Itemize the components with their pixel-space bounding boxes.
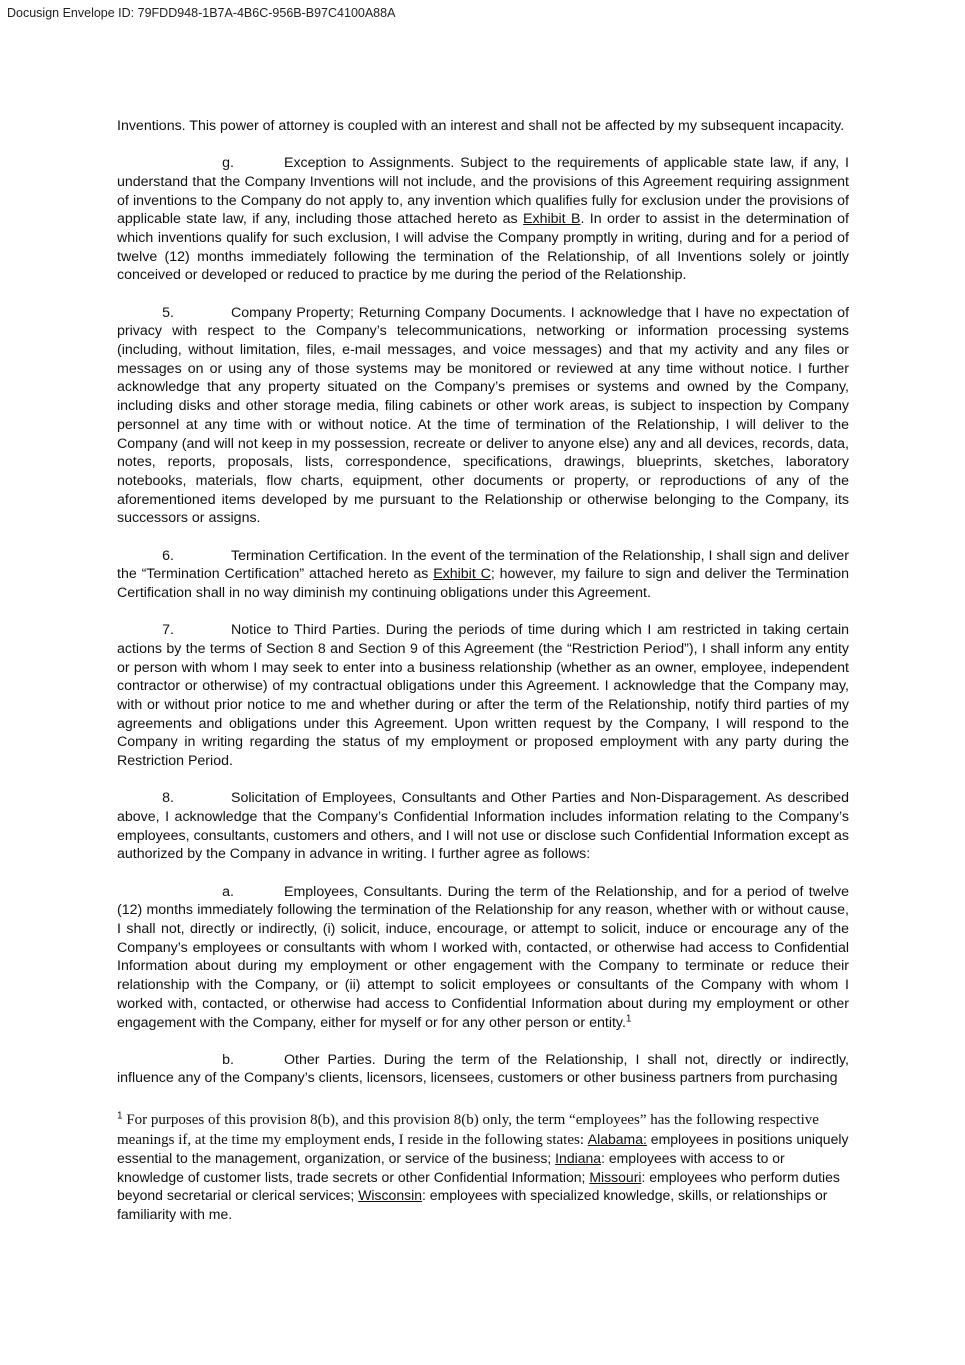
section-label: g. <box>222 155 234 172</box>
section-heading: Other Parties. <box>284 1051 376 1068</box>
section-heading: Solicitation of Employees, Consultants and Other Parties and Non-Disparagement. <box>231 790 762 807</box>
section-label: b. <box>222 1051 234 1068</box>
state-alabama: Alabama: <box>587 1130 647 1147</box>
footnote-text: : employees who perform duties beyond secretarial or clerical services; <box>117 1168 840 1204</box>
section-label: 8. <box>162 790 174 807</box>
section-heading: Notice to Third Parties. <box>231 622 381 639</box>
state-missouri: Missouri <box>589 1168 642 1185</box>
section-label: a. <box>222 883 234 900</box>
section-text: As described above, I acknowledge that the Company’s Confidential Information includes information relating to the Company’s employees, consultants, customers and others, and I will not use or disclose such Confidential Information except as authorized by the Company in advance in writing. I further agree as follows: <box>117 790 849 863</box>
state-indiana: Indiana <box>555 1150 602 1167</box>
section-label: 6. <box>162 547 174 564</box>
section-8-solicitation <box>117 789 849 864</box>
footnote-text: employees in positions uniquely essential to the management, organization, or service of the business; <box>117 1130 849 1167</box>
section-text: In the event of the termination of the Relationship, I shall sign and deliver the “Termination Certification” attached hereto as <box>117 547 850 583</box>
section-g-exception <box>117 154 849 285</box>
footnote-ref[interactable]: 1 <box>625 1012 632 1024</box>
state-wisconsin: Wisconsin <box>358 1187 423 1204</box>
section-5-company-property <box>117 304 849 528</box>
section-text: I acknowledge that I have no expectation of privacy with respect to the Company’s telecommunications, networking or information processing systems (including, without limitation, files, e-mail messages, and voice messages) and that my activity and any files or messages on or using any of those systems may be monitored or reviewed at any time without notice. I further acknowledge that any property situated on the Company’s premises or systems and owned by the Company, including disks and other storage media, filing cabinets or other work areas, is subject to inspection by Company personnel at any time with or without notice. At the time of termination of the Relationship, I will deliver to the Company (and will not keep in my possession, recreate or deliver to anyone else) any and all devices, records, data, notes, reports, proposals, lists, correspondence, specifications, drawings, blueprints, sketches, laboratory notebooks, materials, flow charts, equipment, other documents or property, or reproductions of any of the aforementioned items developed by me pursuant to the Relationship or otherwise belonging to the Company, its successors or assigns. <box>117 304 850 527</box>
section-heading: Employees, Consultants. <box>284 883 443 900</box>
section-heading: Company Property; Returning Company Documents. <box>231 304 567 321</box>
footnote-text: : employees with access to or knowledge of customer lists, trade secrets or other Confidential Information; <box>117 1150 785 1185</box>
paragraph-power-of-attorney: Inventions. This power of attorney is coupled with an interest and shall not be affected by my subsequent incapacity. <box>117 118 845 134</box>
footnote <box>117 1110 849 1223</box>
section-8b-other-parties <box>117 1051 849 1088</box>
section-7-notice <box>117 621 849 771</box>
section-8a-employees <box>117 883 849 1033</box>
section-heading: Exception to Assignments. <box>284 155 455 172</box>
section-text: . In order to assist in the determination of which inventions qualify for such exclusion, I will advise the Company promptly in writing, during and for a period of twelve (12) months immediately following the termination of the Relationship, of all Inventions solely or jointly conceived or developed or reduced to practice by me during the period of the Relationship. <box>117 211 849 284</box>
envelope-id: Docusign Envelope ID: 79FDD948-1B7A-4B6C-956B-B97C4100A88A <box>7 6 396 20</box>
section-text: During the periods of time during which I am restricted in taking certain actions by the terms of Section 8 and Section 9 of this Agreement (the “Restriction Period”), I shall inform any entity or person with whom I may seek to enter into a business relationship (whether as an owner, employee, independent contractor or otherwise) of my contractual obligations under this Agreement. I acknowledge that the Company may, with or without prior notice to me and whether during or after the term of the Relationship, notify third parties of my agreements and obligations under this Agreement. Upon written request by the Company, I will respond to the Company in writing regarding the status of my employment or proposed employment with any party during the Restriction Period. <box>117 622 849 770</box>
exhibit-c-link[interactable]: Exhibit C <box>433 566 491 583</box>
section-label: 5. <box>162 304 174 321</box>
footnote-text: For purposes of this provision 8(b), and this provision 8(b) only, the term “employees” has the following respective meanings if, at the time my employment ends, I reside in the following states: <box>117 1112 819 1148</box>
section-text: Subject to the requirements of applicable state law, if any, I understand that the Company Inventions will not include, and the provisions of this Agreement requiring assignment of inventions to the Company do not apply to, any invention which qualifies fully for exclusion under the provisions of applicable state law, if any, including those attached hereto as <box>117 155 849 228</box>
footnote-marker: 1 <box>117 1110 123 1122</box>
exhibit-b-link[interactable]: Exhibit B <box>523 211 581 228</box>
section-6-termination-certification <box>117 547 849 603</box>
document-page <box>117 117 849 1223</box>
section-text: During the term of the Relationship, I shall not, directly or indirectly, influence any of the Company’s clients, licensors, licensees, customers or other business partners from purchasing <box>117 1051 849 1087</box>
section-heading: Termination Certification. <box>231 547 388 564</box>
section-text: ; however, my failure to sign and deliver the Termination Certification shall in no way diminish my continuing obligations under this Agreement. <box>117 566 849 601</box>
section-text: During the term of the Relationship, and for a period of twelve (12) months immediately following the termination of the Relationship for any reason, whether with or without cause, I shall not, directly or indirectly, (i) solicit, induce, encourage, or attempt to solicit, induce or encourage any of the Company’s employees or consultants with whom I worked with, contacted, or otherwise had access to Confidential Information about during my employment or other engagement with the Company to terminate or reduce their relationship with the Company, or (ii) attempt to solicit employees or consultants of the Company with whom I worked with, contacted, or otherwise had access to Confidential Information about during my employment or other engagement with the Company, either for myself or for any other person or entity. <box>117 883 849 1031</box>
footnote-text: : employees with specialized knowledge, skills, or relationships or familiarity with me. <box>117 1187 828 1222</box>
section-label: 7. <box>162 622 174 639</box>
